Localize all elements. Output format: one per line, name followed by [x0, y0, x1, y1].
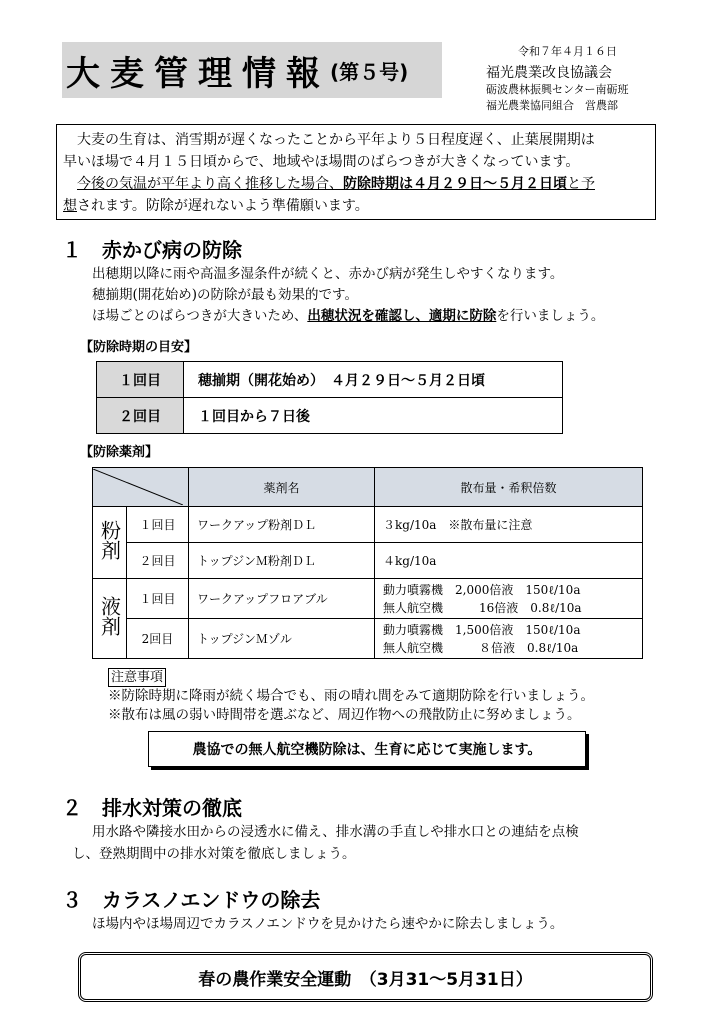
timing-desc-2: １回目から７日後: [184, 398, 563, 434]
title-banner: [62, 42, 442, 98]
issue-number: (第５号): [330, 59, 409, 84]
table-row: 粉剤 １回目 ワークアップ粉剤ＤＬ ３kg/10a ※散布量に注意: [93, 507, 643, 543]
header-chem-name: 薬剤名: [189, 468, 375, 507]
timing-round-1: １回目: [97, 362, 184, 398]
chemicals-label: 【防除薬剤】: [80, 445, 159, 460]
section-1-heading: １ 赤かび病の防除: [62, 238, 242, 262]
intro-line-3: 今後の気温が平年より高く推移した場合、防除時期は４月２９日～５月２日頃と予: [77, 176, 595, 192]
intro-line-2: 早いほ場で４月１５日頃からで、地域やほ場間のばらつきが大きくなっています。: [63, 154, 580, 170]
page-title: 大麦管理情報: [66, 53, 330, 94]
section-2-line-2: し、登熟期間中の排水対策を徹底しましょう。: [72, 846, 356, 862]
category-liquid: 液剤: [93, 579, 127, 659]
drone-notice: 農協での無人航空機防除は、生育に応じて実施します。: [148, 731, 586, 767]
section-3-heading: ３ カラスノエンドウの除去: [62, 888, 321, 912]
section-1-line-3: ほ場ごとのばらつきが大きいため、出穂状況を確認し、適期に防除を行いましょう。: [92, 308, 605, 324]
table-row: [97, 362, 563, 398]
timing-table: [96, 361, 563, 434]
section-1-line-1: 出穂期以降に雨や高温多湿条件が続くと、赤かび病が発生しやすくなります。: [92, 266, 564, 282]
issue-date: 令和７年４月１６日: [518, 45, 617, 58]
section-2-line-1: 用水路や隣接水田からの浸透水に備え、排水溝の手直しや排水口との連結を点検: [92, 824, 579, 840]
intro-box: [56, 124, 656, 220]
table-row: ２回目 トップジンＭ粉剤ＤＬ ４kg/10a: [93, 543, 643, 579]
section-1-emphasis: 出穂状況を確認し、適期に防除: [307, 308, 497, 324]
table-row: 液剤 １回目 ワークアップフロアブル 動力噴霧機 2,000倍液 150ℓ/10a 無人航空機 16倍液 0.8ℓ/10a: [93, 579, 643, 619]
intro-emphasis: 防除時期は４月２９日～５月２日頃: [343, 176, 567, 192]
section-3-line-1: ほ場内やほ場周辺でカラスノエンドウを見かけたら速やかに除去しましょう。: [92, 916, 564, 932]
table-row: 2回目 トップジンＭゾル 動力噴霧機 1,500倍液 150ℓ/10a 無人航空機 ８倍液 0.8ℓ/10a: [93, 619, 643, 659]
caution-line-2: ※散布は風の弱い時間帯を選ぶなど、周辺作物への飛散防止に努めましょう。: [108, 707, 581, 723]
intro-line-4: 想されます。防除が遅れないよう準備願います。: [63, 198, 369, 214]
caution-label: 注意事項: [108, 668, 166, 687]
safety-campaign-banner: 春の農作業安全運動 （3月31～5月31日）: [78, 952, 653, 1002]
caution-line-1: ※防除時期に降雨が続く場合でも、雨の晴れ間をみて適期防除を行いましょう。: [108, 688, 594, 704]
issuer-org-3: 福光農業協同組合 営農部: [486, 99, 618, 112]
table-header-row: [93, 468, 643, 507]
chemicals-table: [92, 467, 643, 659]
diagonal-line: [93, 469, 183, 505]
category-powder: 粉剤: [93, 507, 127, 579]
table-row: [97, 398, 563, 434]
section-1-line-2: 穂揃期(開花始め)の防除が最も効果的です。: [92, 287, 358, 303]
header-corner-cell: [93, 468, 189, 507]
timing-desc-1: 穂揃期（開花始め） ４月２９日～５月２日頃: [184, 362, 563, 398]
issuer-org-2: 砺波農林振興センター南砺班: [486, 83, 629, 96]
issuer-org-1: 福光農業改良協議会: [486, 65, 612, 81]
section-2-heading: ２ 排水対策の徹底: [62, 796, 242, 820]
timing-label: 【防除時期の目安】: [80, 340, 198, 355]
header-amount: 散布量・希釈倍数: [375, 468, 643, 507]
timing-round-2: ２回目: [97, 398, 184, 434]
intro-line-1: 大麦の生育は、消雪期が遅くなったことから平年より５日程度遅く、止葉展開期は: [63, 132, 595, 148]
